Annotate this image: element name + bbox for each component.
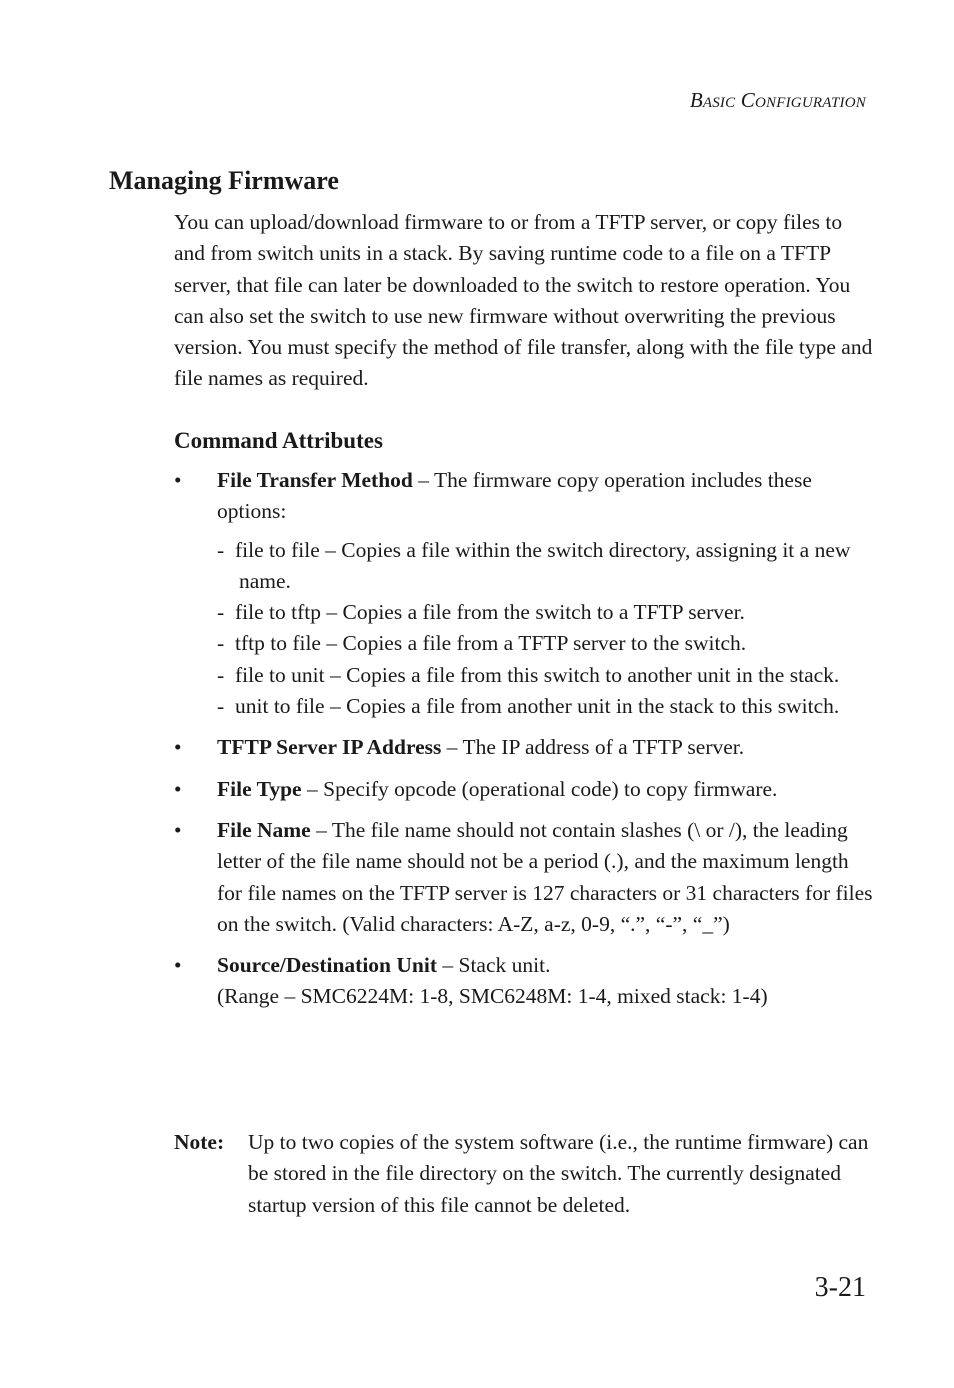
attribute-desc: – The file name should not contain slashes (\ or /), the leading letter of the file name should not be a period (.), and the maximum length for file names on the TFTP server is 127 characters or 31 characters for files on the switch. (Valid characters: A-Z, a-z, 0-9, “.”, “-”, “_”) bbox=[217, 817, 873, 936]
dash-icon: - bbox=[217, 537, 225, 562]
attribute-term: Source/Destination Unit bbox=[217, 953, 437, 978]
attribute-item-tftp-server-ip bbox=[174, 732, 874, 763]
option-item bbox=[217, 691, 874, 722]
attribute-item-file-name bbox=[174, 815, 874, 940]
attribute-item-file-transfer-method bbox=[174, 465, 874, 722]
dash-icon: - bbox=[217, 662, 225, 687]
attribute-list bbox=[174, 465, 874, 1023]
option-text: file to unit – Copies a file from this switch to another unit in the stack. bbox=[235, 662, 840, 687]
attribute-desc: – Specify opcode (operational code) to copy firmware. bbox=[301, 776, 778, 801]
attribute-term: File Name bbox=[217, 817, 311, 842]
attribute-desc: – The IP address of a TFTP server. bbox=[441, 735, 745, 760]
note-text: Up to two copies of the system software (i.e., the runtime firmware) can be stored in the file directory on the switch. The currently designated startup version of this file cannot be deleted. bbox=[248, 1130, 869, 1217]
attribute-term: File Transfer Method bbox=[217, 468, 413, 492]
bullet-icon: • bbox=[174, 817, 182, 842]
option-item bbox=[217, 535, 874, 598]
transfer-method-options bbox=[217, 535, 874, 723]
attribute-term: TFTP Server IP Address bbox=[217, 735, 442, 760]
attribute-range: (Range – SMC6224M: 1-8, SMC6248M: 1-4, mixed stack: 1-4) bbox=[217, 984, 768, 1009]
bullet-icon: • bbox=[174, 953, 182, 978]
option-text: tftp to file – Copies a file from a TFTP server to the switch. bbox=[235, 631, 747, 656]
option-text: file to tftp – Copies a file from the switch to a TFTP server. bbox=[235, 600, 745, 625]
dash-icon: - bbox=[217, 694, 225, 719]
option-item bbox=[217, 660, 874, 691]
bullet-icon: • bbox=[174, 468, 182, 492]
attribute-term: File Type bbox=[217, 776, 302, 801]
option-text: file to file – Copies a file within the switch directory, assigning it a new name. bbox=[235, 537, 851, 593]
attribute-item-source-destination-unit bbox=[174, 950, 874, 1013]
command-attributes-heading: Command Attributes bbox=[174, 428, 383, 453]
dash-icon: - bbox=[217, 600, 225, 625]
note-block bbox=[174, 1127, 874, 1221]
section-title: Managing Firmware bbox=[109, 166, 339, 195]
dash-icon: - bbox=[217, 631, 225, 656]
attribute-desc: – The firmware copy operation includes these options: bbox=[217, 468, 812, 524]
bullet-icon: • bbox=[174, 776, 182, 801]
option-item bbox=[217, 628, 874, 659]
option-item bbox=[217, 597, 874, 628]
option-text: unit to file – Copies a file from another unit in the stack to this switch. bbox=[235, 694, 840, 719]
page-number: 3-21 bbox=[814, 1272, 866, 1303]
intro-paragraph: You can upload/download firmware to or from a TFTP server, or copy files to and from switch units in a stack. By saving runtime code to a file on a TFTP server, that file can later be downloaded to the switch to restore operation. You can also set the switch to use new firmware without overwriting the previous version. You must specify the method of file transfer, along with the file type and file names as required. bbox=[174, 210, 873, 391]
bullet-icon: • bbox=[174, 735, 182, 760]
note-label: Note: bbox=[174, 1130, 225, 1154]
running-header: Basic Configuration bbox=[689, 88, 866, 112]
attribute-desc: – Stack unit. bbox=[437, 953, 551, 978]
attribute-item-file-type bbox=[174, 774, 874, 805]
